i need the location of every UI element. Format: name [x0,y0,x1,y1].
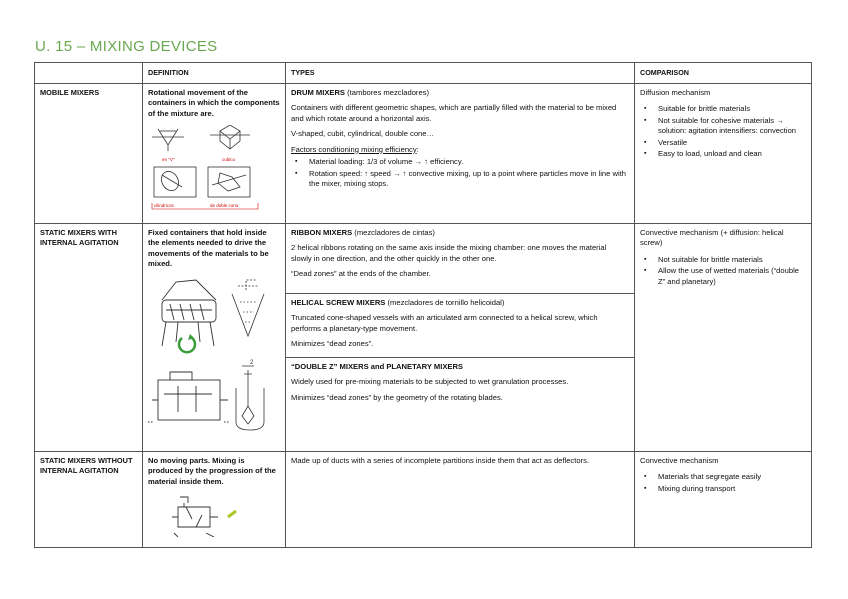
mobile-mechanism: Diffusion mechanism [640,87,711,97]
doublez-note: Minimizes “dead zones” by the geometry of the rotating blades. [291,392,503,402]
mobile-comparison-list [640,104,806,159]
factors-list [291,157,629,189]
planetary-marker: 2 [250,359,254,366]
caption-double-cone: de doble cono [210,203,239,209]
rotation-arrow-icon [179,338,195,352]
double-z-mixer-drawing [148,372,230,422]
double-cone-drum [208,167,250,197]
without-comparison-list [640,472,806,494]
internal-name: STATIC MIXERS WITH INTERNAL AGITATION [35,223,143,451]
drum-shapes: V-shaped, cubit, cylindrical, double cone… [291,129,435,139]
header-row [35,63,812,84]
header-types: TYPES [286,63,635,84]
drum-mixer-diagrams [148,125,280,211]
header-comparison: COMPARISON [635,63,812,84]
internal-definition: Fixed containers that hold inside the elements needed to drive the movements of the materials to be mixed. [148,227,269,269]
doublez-heading: “DOUBLE Z” MIXERS and PLANETARY MIXERS [291,361,463,371]
comparison-item: ▪ Suitable for brittle materials [658,104,806,114]
doublez-section [286,357,634,403]
drum-shapes-illustration [148,125,268,211]
caption-v: en "V" [162,157,175,163]
comparison-item: ▪ Not suitable for brittle materials [658,255,806,265]
mobile-name: MOBILE MIXERS [35,83,143,223]
comparison-item: ▪ Materials that segregate easily [658,472,806,482]
without-types-cell: Made up of ducts with a series of incomplete partitions inside them that act as deflectors. [286,451,635,547]
mixers-table [34,62,812,548]
without-comparison-cell [635,451,812,547]
green-mark-icon [228,511,236,517]
comparison-item: ▪ Not suitable for cohesive materials → solution: agitation intensifiers: convection [658,116,806,137]
caption-cubic: cubico [222,157,236,163]
without-mechanism: Convective mechanism [640,455,719,465]
internal-mixer-diagrams [148,276,280,436]
row-mobile-mixers [35,83,812,223]
helical-heading: HELICAL SCREW MIXERS (mezcladores de tornillo helicoidal) [291,297,505,307]
internal-comparison-cell [635,223,812,451]
mobile-definition-cell [143,83,286,223]
header-definition: DEFINITION [143,63,286,84]
planetary-mixer-drawing [236,360,264,430]
internal-mechanism: Convective mechanism (+ diffusion: helical screw) [640,227,784,248]
helical-screw-drawing [232,280,264,336]
internal-types-cell [286,223,635,451]
comparison-item: ▪ Easy to load, unload and clean [658,149,806,159]
static-mixer-illustration [148,493,258,537]
factors-heading: Factors conditioning mixing efficiency: [291,144,419,154]
row-internal-agitation [35,223,812,451]
cylindrical-drum [154,167,196,197]
caption-cylindrical: cilindricos [154,203,174,209]
mobile-types-cell [286,83,635,223]
cubic-drum [210,125,250,149]
page-title: U. 15 – MIXING DEVICES [35,38,218,55]
without-name: STATIC MIXERS WITHOUT INTERNAL AGITATION [35,451,143,547]
agitated-mixers-illustration [148,276,273,436]
drum-mixers-heading: DRUM MIXERS (tambores mezcladores) [291,87,429,97]
header-empty [35,63,143,84]
ribbon-heading: RIBBON MIXERS (mezcladores de cintas) [291,227,435,237]
ribbon-desc: 2 helical ribbons rotating on the same axis inside the mixing chamber: one moves the material slowly in one direction, and the other quickly in the other one. [291,243,607,263]
factor-item: ▪ Material loading: 1/3 of volume → ↑ efficiency. [309,157,629,167]
mobile-definition: Rotational movement of the containers in which the components of the mixture are. [148,87,280,118]
row-without-agitation [35,451,812,547]
comparison-item: ▪ Mixing during transport [658,484,806,494]
static-mixer-diagram [148,493,280,537]
helical-note: Minimizes “dead zones”. [291,339,374,349]
factor-item: ▪ Rotation speed: ↑ speed → ↑ convective mixing, up to a point where particles move in line with the mixer, mixing stops. [309,169,629,190]
comparison-item: ▪ Versatile [658,138,806,148]
ribbon-mixer-drawing [162,280,216,346]
drum-mixers-desc: Containers with different geometric shapes, which are partially filled with the material to be mixed and which rotate around a horizontal axis. [291,103,617,123]
ribbon-note: “Dead zones” at the ends of the chamber. [291,269,431,279]
internal-comparison-list [640,255,806,287]
helical-section [286,293,634,350]
without-definition: No moving parts. Mixing is produced by the progression of the material inside them. [148,455,276,486]
internal-definition-cell [143,223,286,451]
comparison-item: ▪ Allow the use of wetted materials (“double Z” and planetary) [658,266,806,287]
v-shaped-drum [152,129,184,151]
doublez-desc: Widely used for pre-mixing materials to be subjected to wet granulation processes. [291,377,569,387]
mobile-comparison-cell [635,83,812,223]
without-definition-cell [143,451,286,547]
duct-drawing [172,497,218,537]
helical-desc: Truncated cone-shaped vessels with an articulated arm connected to a helical screw, which performs a planetary-type movement. [291,313,598,333]
